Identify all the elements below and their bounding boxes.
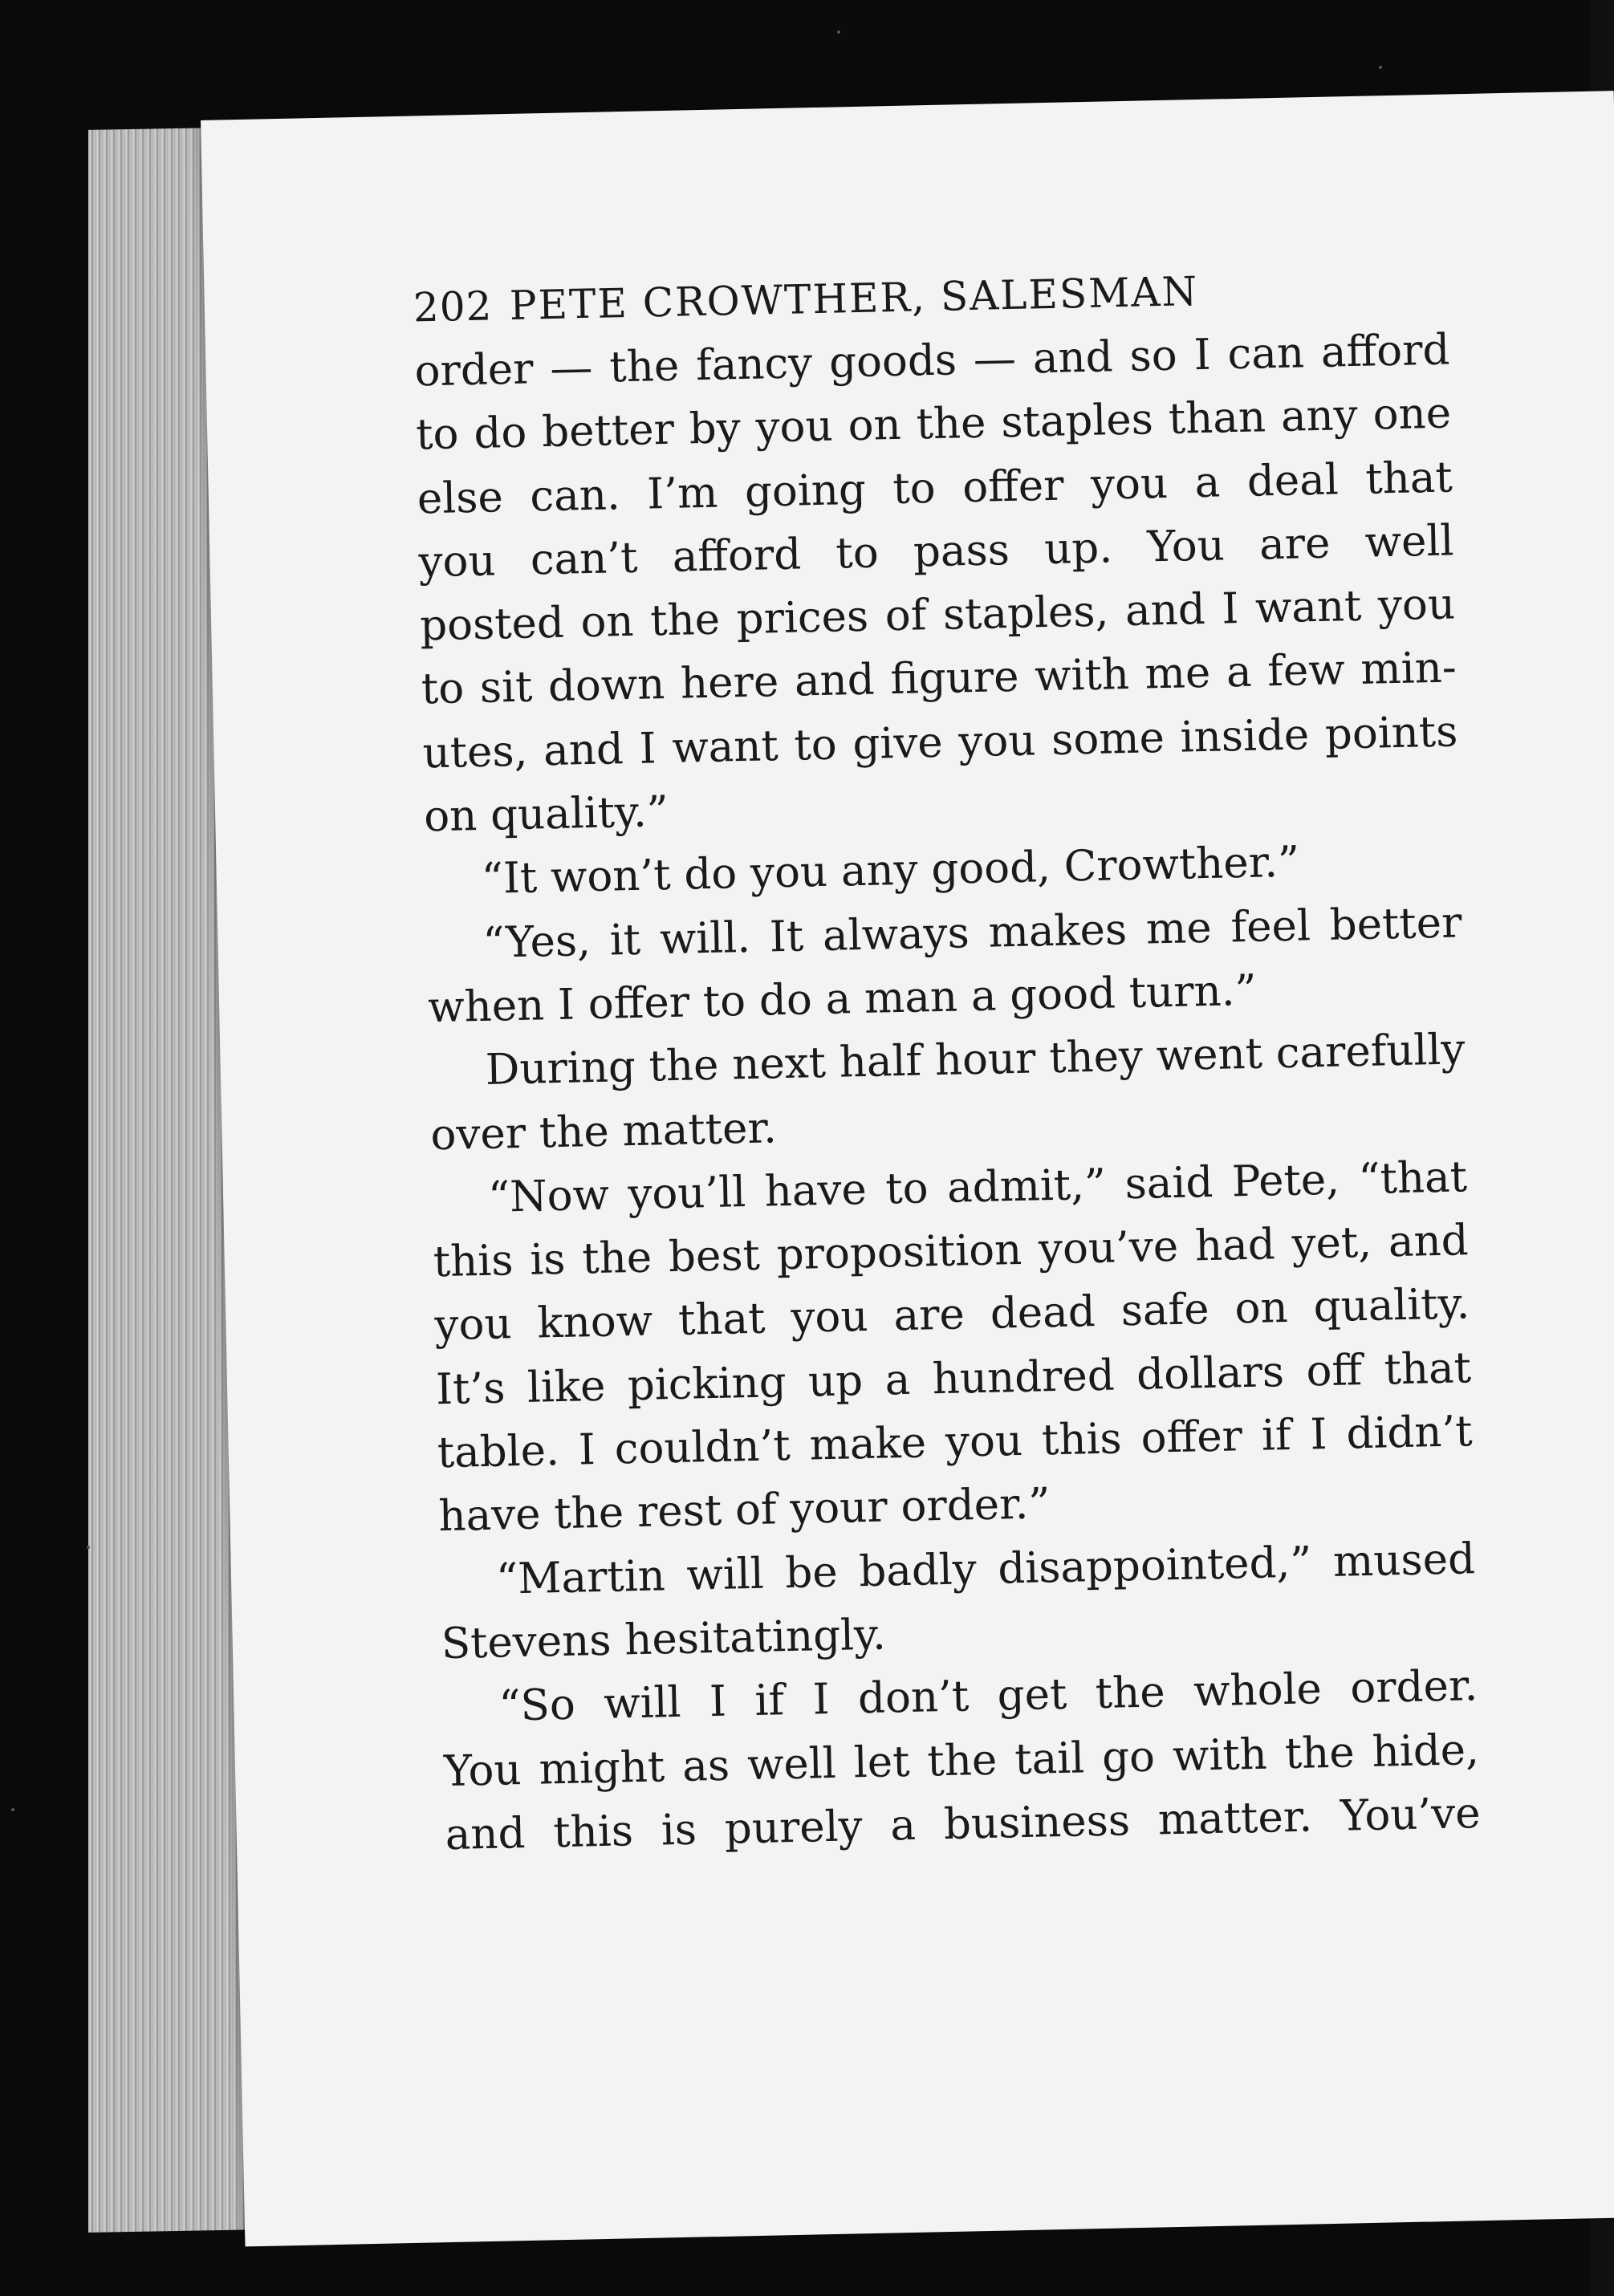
text-line: over the matter. — [429, 1103, 778, 1160]
text-line: “It won’t do you any good, Crowther.” — [481, 837, 1300, 904]
text-line: and this is purely a business matter. You’ve — [445, 1788, 1482, 1859]
text-line: this is the best proposition you’ve had yet, and — [433, 1216, 1470, 1287]
dust-speck — [837, 30, 840, 34]
text-line: “Martin will be badly disappointed,” mused — [495, 1534, 1476, 1604]
text-line: order — the fancy goods — and so I can afford — [413, 325, 1450, 396]
text-line: “So will I if I don’t get the whole order. — [498, 1661, 1478, 1731]
page-text-block — [413, 254, 1481, 1867]
text-line: posted on the prices of staples, and I want you — [419, 579, 1456, 651]
text-line: on quality.” — [423, 787, 669, 842]
text-line: else can. I’m going to offer you a deal that — [417, 453, 1453, 524]
text-line: to sit down here and figure with me a few min- — [421, 643, 1457, 714]
text-line: During the next half hour they went carefully — [485, 1025, 1466, 1095]
text-line: utes, and I want to give you some inside points — [421, 707, 1458, 778]
dust-speck — [87, 1546, 90, 1549]
dust-speck — [1379, 66, 1382, 69]
text-line: you know that you are dead safe on quality. — [433, 1279, 1470, 1351]
text-line: It’s like picking up a hundred dollars off that — [435, 1343, 1472, 1414]
text-line: table. I couldn’t make you this offer if I didn’t — [437, 1407, 1474, 1478]
running-title: PETE CROWTHER, SALESMAN — [509, 268, 1199, 329]
text-line: “Now you’ll have to admit,” said Pete, “that — [487, 1152, 1468, 1222]
text-line: Stevens hesitatingly. — [441, 1610, 887, 1669]
text-line: to do better by you on the staples than any one — [415, 388, 1452, 460]
text-line: have the rest of your order.” — [437, 1479, 1051, 1542]
text-line: “Yes, it will. It always makes me feel better — [482, 897, 1462, 968]
text-line: you can’t afford to pass up. You are well — [417, 516, 1454, 587]
text-line: You might as well let the tail go with the hide, — [443, 1725, 1480, 1796]
text-line: when I offer to do a man a good turn.” — [427, 965, 1258, 1033]
page-number: 202 — [413, 282, 493, 331]
dust-speck — [11, 1808, 14, 1811]
book-page — [201, 91, 1614, 2246]
body-text — [414, 318, 1482, 1867]
